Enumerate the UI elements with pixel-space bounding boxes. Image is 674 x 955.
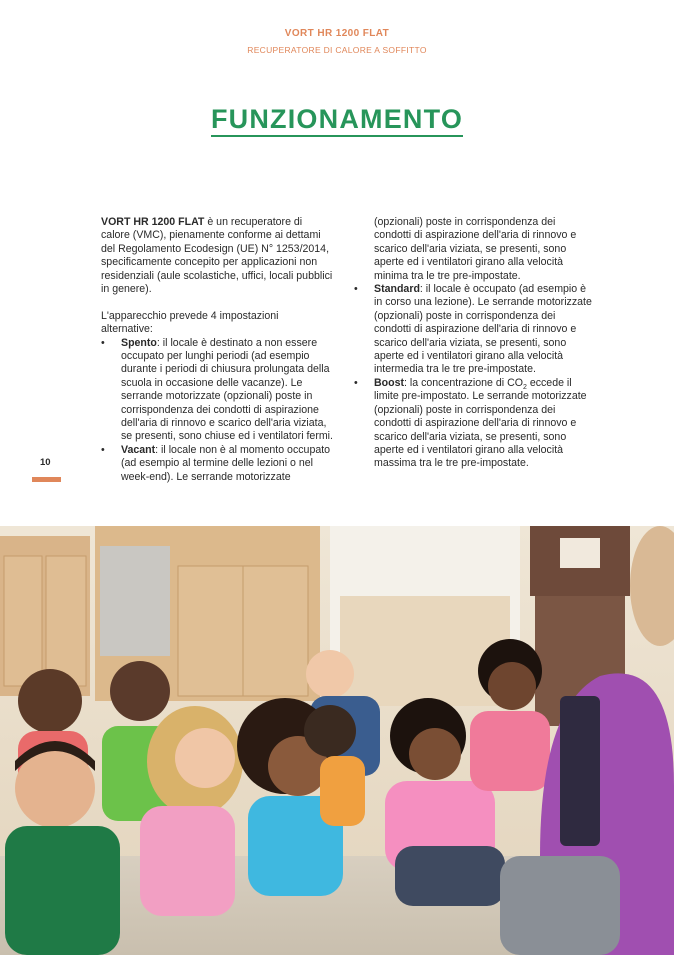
classroom-photo-illustration: [0, 526, 674, 955]
page-title-text: FUNZIONAMENTO: [211, 104, 463, 137]
mode-text-after: eccede il limite pre-impostato. Le serrande motorizzate (opzionali) poste in corrispondenza dei condotti di aspirazione dell'aria di rinnovo e scarico dell'aria viziata, se presenti, sono aperte ed i ventilatori girano alla velocità massima tra le tre pre-impostate.: [374, 376, 587, 470]
mode-name: Boost: [374, 376, 405, 389]
mode-item-vacant: [101, 444, 333, 484]
text-column-left: [101, 216, 333, 484]
intro-text: è un recuperatore di calore (VMC), pienamente conforme ai dettami del Regolamento Ecodesign (UE) N° 1253/2014, specificamente concepito per applicazioni non residenziali (aule scolastiche, uffici, locali pubblici in genere).: [101, 216, 333, 296]
mode-name: Vacant: [121, 443, 156, 456]
mode-item-spento: [101, 337, 333, 444]
page-number-accent-bar: [32, 477, 61, 482]
header-product-title: VORT HR 1200 FLAT: [284, 28, 390, 39]
mode-name: Spento: [121, 336, 157, 349]
mode-continuation-vacant: (opzionali) poste in corrispondenza dei condotti di aspirazione dell'aria di rinnovo e scarico dell'aria viziata, se presenti, sono aperte ed i ventilatori girano alla velocità minima tra le tre pre-impostate.: [374, 216, 577, 282]
mode-text: : il locale è occupato (ad esempio è in corso una lezione). Le serrande motorizzate (opzionali) poste in corrispondenza dei condotti di aspirazione dell'aria di rinnovo e scarico dell'aria viziata, se presenti, sono aperte ed i ventilatori girano alla velocità intermedia tra le tre pre-impostate.: [374, 283, 592, 376]
mode-item-boost: [354, 377, 592, 471]
mode-text-before: : la concentrazione di CO: [404, 376, 523, 389]
intro-paragraph: [101, 216, 333, 296]
mode-text: : il locale non è al momento occupato (ad esempio al termine delle lezioni o nel week-end). Le serrande motorizzate: [121, 443, 331, 483]
modes-list-continued: [354, 283, 592, 471]
intro-product-name: VORT HR 1200 FLAT: [101, 216, 205, 228]
classroom-photo: [0, 526, 674, 955]
page-number: 10: [40, 457, 51, 468]
modes-list: [101, 337, 333, 484]
page-title: [0, 104, 674, 135]
text-column-right: [354, 216, 592, 471]
mode-name: Standard: [374, 283, 420, 296]
mode-item-standard: [354, 283, 592, 377]
settings-intro: L'apparecchio prevede 4 impostazioni alternative:: [101, 309, 279, 336]
mode-text: : il locale è destinato a non essere occupato per lunghi periodi (ad esempio durante i periodi di chiusura prolungata della scuola in occasione delle vacanze). Le serrande motorizzate (opzionali) poste in corrispondenza dei condotti di aspirazione dell'aria di rinnovo e scarico dell'aria viziata, se presenti, sono chiuse ed i ventilatori fermi.: [121, 336, 333, 443]
co2-subscript: 2: [522, 383, 527, 391]
header-subtitle: RECUPERATORE DI CALORE A SOFFITTO: [247, 45, 427, 55]
